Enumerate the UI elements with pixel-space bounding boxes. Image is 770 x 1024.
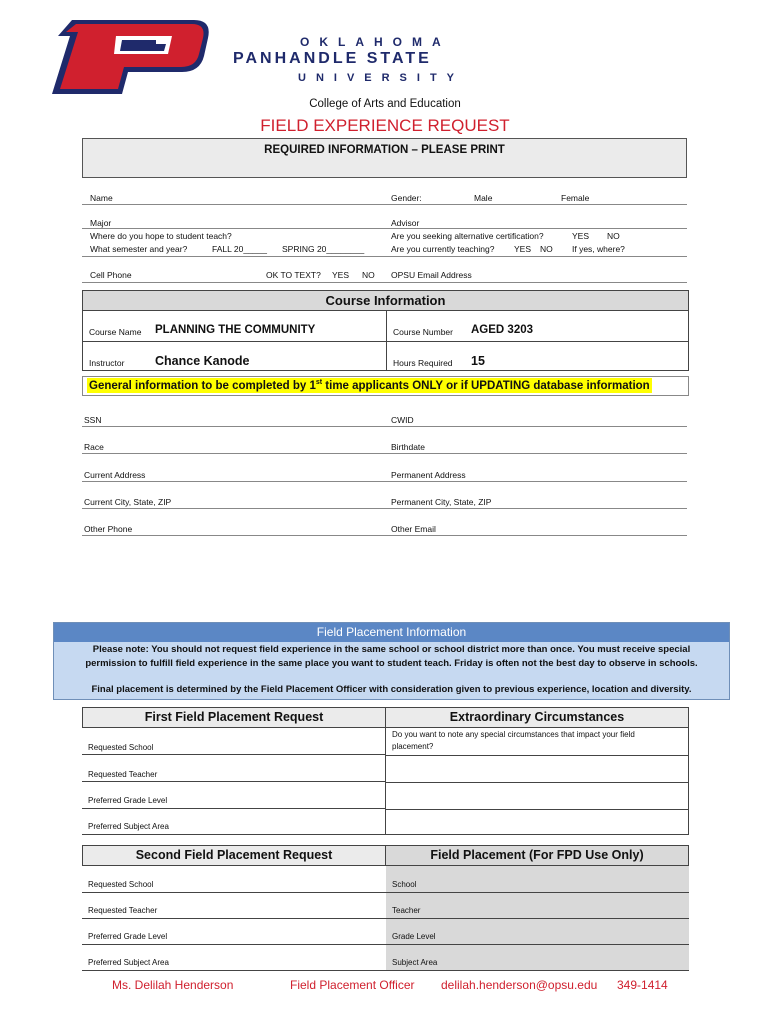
fpd-grade-level-label: Grade Level [392,932,436,941]
name-label: Name [90,193,113,203]
current-city-label: Current City, State, ZIP [84,497,172,507]
fpd-school-label: School [392,880,417,889]
permanent-address-label: Permanent Address [391,470,466,480]
field-placement-heading: Field Placement Information [54,623,729,642]
footer-contact-name: Ms. Delilah Henderson [112,978,234,992]
second-subject-area-label: Preferred Subject Area [88,958,169,967]
spring-field[interactable]: SPRING 20________ [282,244,365,254]
ssn-label: SSN [84,415,102,425]
general-info-banner [82,376,689,396]
alt-cert-label: Are you seeking alternative certification? [391,231,544,241]
second-requested-school-label: Requested School [88,880,154,889]
gender-label: Gender: [391,193,422,203]
first-requested-teacher-label: Requested Teacher [88,770,158,779]
name-gender-line [82,204,687,205]
form-title: FIELD EXPERIENCE REQUEST [260,116,510,135]
fpd-subject-area-label: Subject Area [392,958,438,967]
footer-contact-title: Field Placement Officer [290,978,415,992]
major-label: Major [90,218,112,228]
placement-note-3: Final placement is determined by the Field Placement Officer with consideration given to previous experience, location and diversity. [91,684,692,695]
extraordinary-question-l1: Do you want to note any special circumstances that impact your field [392,730,635,739]
placement-note-2: permission to fulfill field experience in the same place you want to student teach. Friday is often not the best day to observe in schools. [85,658,698,669]
semester-label: What semester and year? [90,244,188,254]
male-option[interactable]: Male [474,193,493,203]
major-advisor-line [82,228,687,229]
instructor-label: Instructor [89,358,125,368]
teaching-label: Are you currently teaching? [391,244,495,254]
cell-phone-label: Cell Phone [90,270,132,280]
required-info-label: REQUIRED INFORMATION – PLEASE PRINT [264,144,505,156]
course-name-value[interactable]: PLANNING THE COMMUNITY [155,324,316,336]
race-label: Race [84,442,104,452]
opsu-p-logo [44,16,214,96]
first-grade-level-label: Preferred Grade Level [88,796,168,805]
if-yes-where-label: If yes, where? [572,244,625,254]
required-info-banner [82,138,687,178]
field-placement-info-box [53,622,730,700]
university-name-line3: UNIVERSITY [298,72,465,84]
female-option[interactable]: Female [561,193,590,203]
name-field[interactable] [130,190,380,204]
course-info-heading: Course Information [82,290,689,311]
second-request-heading: Second Field Placement Request [82,845,386,866]
footer-contact-phone: 349-1414 [617,978,668,992]
hours-required-label: Hours Required [393,358,453,368]
current-address-label: Current Address [84,470,146,480]
address-line [82,481,687,482]
teaching-no[interactable]: NO [540,244,553,254]
first-requested-school-label: Requested School [88,743,154,752]
extraordinary-question-l2: placement? [392,742,434,751]
college-name: College of Arts and Education [309,98,461,110]
birthdate-label: Birthdate [391,442,426,452]
alt-cert-no[interactable]: NO [607,231,620,241]
first-request-heading: First Field Placement Request [82,707,386,728]
university-name-line2: PANHANDLE STATE [233,50,432,67]
alt-cert-yes[interactable]: YES [572,231,590,241]
race-line [82,453,687,454]
teaching-yes[interactable]: YES [514,244,532,254]
ok-to-text-label: OK TO TEXT? [266,270,321,280]
other-email-label: Other Email [391,524,436,534]
course-info-table [82,311,689,371]
semester-line [82,256,687,257]
extraordinary-heading: Extraordinary Circumstances [385,707,689,728]
placement-note-1: Please note: You should not request field experience in the same school or school district more than once. You must receive special [92,644,691,655]
other-line [82,535,687,536]
course-number-label: Course Number [393,327,453,337]
other-phone-label: Other Phone [84,524,133,534]
course-name-label: Course Name [89,327,142,337]
first-subject-area-label: Preferred Subject Area [88,822,169,831]
second-grade-level-label: Preferred Grade Level [88,932,168,941]
fpd-teacher-label: Teacher [392,906,421,915]
university-name-line1: OKLAHOMA [300,35,451,49]
hope-teach-label: Where do you hope to student teach? [90,231,232,241]
text-no[interactable]: NO [362,270,375,280]
text-yes[interactable]: YES [332,270,350,280]
ssn-line [82,426,687,427]
opsu-email-label: OPSU Email Address [391,270,472,280]
fall-field[interactable]: FALL 20_____ [212,244,267,254]
hours-required-value[interactable]: 15 [471,354,485,368]
general-info-text: General information to be completed by 1st time applicants ONLY or if UPDATING database information [89,379,650,392]
advisor-label: Advisor [391,218,420,228]
course-number-value[interactable]: AGED 3203 [471,324,534,336]
cwid-label: CWID [391,415,414,425]
permanent-city-label: Permanent City, State, ZIP [391,497,492,507]
fpd-heading: Field Placement (For FPD Use Only) [385,845,689,866]
instructor-value[interactable]: Chance Kanode [155,354,250,368]
second-requested-teacher-label: Requested Teacher [88,906,158,915]
cell-phone-line [82,282,687,283]
footer-contact-email[interactable]: delilah.henderson@opsu.edu [441,978,598,992]
city-line [82,508,687,509]
